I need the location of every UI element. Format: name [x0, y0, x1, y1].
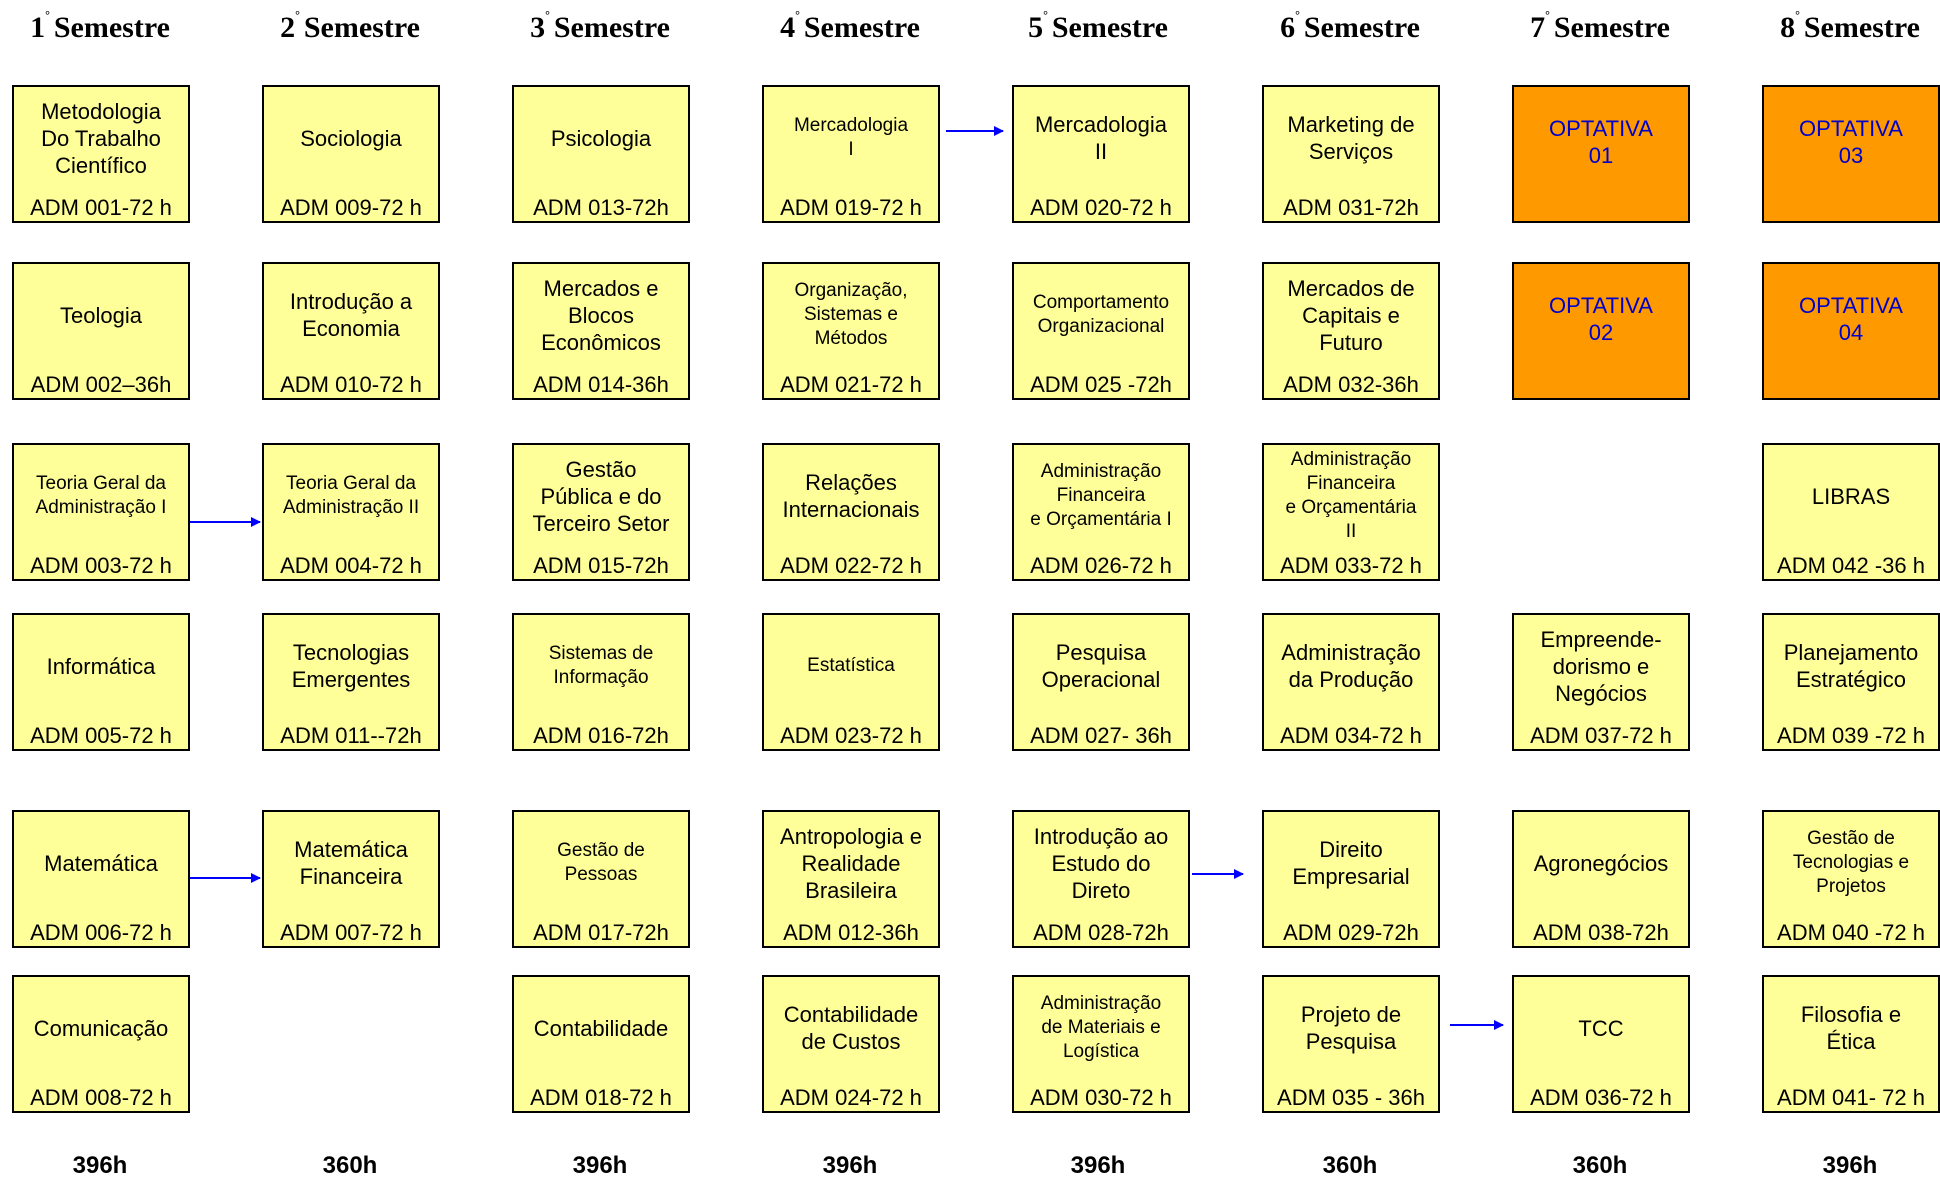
ordinal-mark: ° — [295, 8, 300, 22]
course-name: Mercadologia I — [793, 115, 909, 160]
semester-label: Semestre — [1051, 11, 1168, 44]
course-code: ADM 015-72h — [533, 553, 669, 578]
course-name: Sistemas de Informação — [548, 643, 654, 688]
course-box — [1012, 613, 1190, 751]
course-code: ADM 038-72h — [1533, 920, 1669, 945]
course-name: Introdução ao Estudo do Direto — [1033, 824, 1169, 903]
course-name: Matemática — [44, 851, 158, 876]
ordinal-mark: ° — [45, 8, 50, 22]
semester-number: 2 — [280, 11, 296, 44]
course-name: Psicologia — [550, 126, 652, 151]
course-box — [1512, 975, 1690, 1113]
course-box — [1762, 975, 1940, 1113]
ordinal-mark: ° — [795, 8, 800, 22]
course-name: TCC — [1578, 1016, 1624, 1041]
course-code: ADM 041- 72 h — [1777, 1085, 1925, 1110]
course-name: Administração Financeira e Orçamentária II — [1285, 449, 1417, 542]
semester-label: Semestre — [53, 11, 170, 44]
course-code: ADM 042 -36 h — [1777, 553, 1925, 578]
semester-header-8 — [1750, 8, 1940, 45]
semester-number: 1 — [30, 11, 46, 44]
course-box — [1262, 810, 1440, 948]
course-box — [762, 975, 940, 1113]
course-name: Antropologia e Realidade Brasileira — [780, 824, 922, 903]
course-box — [12, 975, 190, 1113]
optativa-box — [1512, 262, 1690, 400]
course-code: ADM 040 -72 h — [1777, 920, 1925, 945]
course-box — [12, 262, 190, 400]
course-code: ADM 039 -72 h — [1777, 723, 1925, 748]
course-name: Tecnologias Emergentes — [291, 640, 411, 692]
course-box — [762, 613, 940, 751]
course-name: Empreende- dorismo e Negócios — [1540, 627, 1662, 706]
course-name: OPTATIVA 02 — [1549, 293, 1653, 345]
course-name: Estatística — [807, 655, 895, 676]
optativa-box — [1762, 85, 1940, 223]
course-box — [12, 613, 190, 751]
course-name: Administração Financeira e Orçamentária I — [1030, 461, 1172, 530]
course-name: LIBRAS — [1811, 484, 1891, 509]
ordinal-mark: ° — [545, 8, 550, 22]
course-code: ADM 021-72 h — [780, 372, 922, 397]
course-box — [262, 443, 440, 581]
course-code: ADM 036-72 h — [1530, 1085, 1672, 1110]
course-name: OPTATIVA 01 — [1549, 116, 1653, 168]
course-name: Gestão de Pessoas — [557, 840, 645, 885]
semester-number: 5 — [1028, 11, 1044, 44]
course-box — [512, 975, 690, 1113]
optativa-box — [1762, 262, 1940, 400]
semester-total-hours: 396h — [572, 1152, 628, 1179]
semester-header-3 — [500, 8, 700, 45]
semester-header-7 — [1500, 8, 1700, 45]
course-name: Organização, Sistemas e Métodos — [794, 280, 908, 349]
course-box — [1262, 262, 1440, 400]
course-name: Mercados e Blocos Econômicos — [541, 276, 661, 355]
semester-header-2 — [250, 8, 450, 45]
semester-total-hours: 396h — [1822, 1152, 1878, 1179]
course-box — [1262, 613, 1440, 751]
semester-header-5 — [998, 8, 1198, 45]
course-code: ADM 029-72h — [1283, 920, 1419, 945]
ordinal-mark: ° — [1295, 8, 1300, 22]
course-name: Comunicação — [33, 1016, 169, 1041]
course-box — [1262, 85, 1440, 223]
course-name: Gestão Pública e do Terceiro Setor — [532, 457, 670, 536]
course-box — [1512, 810, 1690, 948]
course-code: ADM 002–36h — [30, 372, 172, 397]
course-code: ADM 026-72 h — [1030, 553, 1172, 578]
course-box — [1262, 975, 1440, 1113]
course-code: ADM 010-72 h — [280, 372, 422, 397]
course-name: Teoria Geral da Administração II — [282, 473, 420, 518]
course-code: ADM 037-72 h — [1530, 723, 1672, 748]
semester-label: Semestre — [1303, 11, 1420, 44]
course-box — [1012, 85, 1190, 223]
course-name: Mercados de Capitais e Futuro — [1287, 276, 1415, 355]
course-code: ADM 035 - 36h — [1277, 1085, 1425, 1110]
course-name: Relações Internacionais — [782, 470, 920, 522]
course-box — [12, 443, 190, 581]
course-name: Administração da Produção — [1281, 640, 1421, 692]
course-code: ADM 004-72 h — [280, 553, 422, 578]
course-code: ADM 012-36h — [783, 920, 919, 945]
semester-number: 7 — [1530, 11, 1546, 44]
semester-label: Semestre — [803, 11, 920, 44]
course-name: Teoria Geral da Administração I — [35, 473, 167, 518]
course-code: ADM 023-72 h — [780, 723, 922, 748]
course-box — [1262, 443, 1440, 581]
course-code: ADM 008-72 h — [30, 1085, 172, 1110]
course-name: Contabilidade — [533, 1016, 669, 1041]
semester-header-4 — [750, 8, 950, 45]
course-code: ADM 001-72 h — [30, 195, 172, 220]
course-name: Comportamento Organizacional — [1032, 292, 1170, 337]
ordinal-mark: ° — [1043, 8, 1048, 22]
course-name: Marketing de Serviços — [1287, 112, 1415, 164]
optativa-box — [1512, 85, 1690, 223]
course-box — [262, 85, 440, 223]
course-code: ADM 007-72 h — [280, 920, 422, 945]
semester-total-hours: 360h — [1322, 1152, 1378, 1179]
course-code: ADM 011--72h — [280, 723, 422, 748]
course-code: ADM 013-72h — [533, 195, 669, 220]
semester-total-hours: 360h — [322, 1152, 378, 1179]
semester-number: 8 — [1780, 11, 1796, 44]
course-code: ADM 006-72 h — [30, 920, 172, 945]
semester-label: Semestre — [303, 11, 420, 44]
course-box — [12, 810, 190, 948]
course-code: ADM 003-72 h — [30, 553, 172, 578]
course-box — [512, 613, 690, 751]
course-code: ADM 009-72 h — [280, 195, 422, 220]
ordinal-mark: ° — [1795, 8, 1800, 22]
course-name: Agronegócios — [1533, 851, 1669, 876]
course-box — [762, 85, 940, 223]
course-box — [762, 810, 940, 948]
course-code: ADM 024-72 h — [780, 1085, 922, 1110]
semester-label: Semestre — [1553, 11, 1670, 44]
course-code: ADM 005-72 h — [30, 723, 172, 748]
course-name: Metodologia Do Trabalho Científico — [41, 99, 161, 178]
course-name: Matemática Financeira — [294, 837, 408, 889]
course-box — [262, 262, 440, 400]
course-code: ADM 032-36h — [1283, 372, 1419, 397]
course-name: Informática — [46, 654, 156, 679]
course-name: Projeto de Pesquisa — [1300, 1002, 1402, 1054]
course-box — [1012, 810, 1190, 948]
course-name: Contabilidade de Custos — [783, 1002, 919, 1054]
ordinal-mark: ° — [1545, 8, 1550, 22]
semester-number: 3 — [530, 11, 546, 44]
course-name: Gestão de Tecnologias e Projetos — [1792, 828, 1910, 897]
semester-total-hours: 396h — [1070, 1152, 1126, 1179]
course-code: ADM 019-72 h — [780, 195, 922, 220]
course-code: ADM 014-36h — [533, 372, 669, 397]
course-code: ADM 033-72 h — [1280, 553, 1422, 578]
course-box — [262, 810, 440, 948]
course-code: ADM 017-72h — [533, 920, 669, 945]
course-box — [1512, 613, 1690, 751]
semester-header-6 — [1250, 8, 1450, 45]
course-box — [1762, 810, 1940, 948]
semester-total-hours: 396h — [822, 1152, 878, 1179]
course-name: Teologia — [60, 303, 142, 328]
semester-label: Semestre — [553, 11, 670, 44]
course-code: ADM 022-72 h — [780, 553, 922, 578]
semester-header-1 — [0, 8, 200, 45]
course-box — [762, 443, 940, 581]
course-box — [512, 85, 690, 223]
course-code: ADM 020-72 h — [1030, 195, 1172, 220]
course-code: ADM 030-72 h — [1030, 1085, 1172, 1110]
course-code: ADM 028-72h — [1033, 920, 1169, 945]
course-name: Introdução a Economia — [289, 289, 413, 341]
course-name: Sociologia — [300, 126, 402, 151]
course-code: ADM 025 -72h — [1030, 372, 1172, 397]
course-box — [1762, 443, 1940, 581]
semester-label: Semestre — [1803, 11, 1920, 44]
course-code: ADM 016-72h — [533, 723, 669, 748]
course-name: Mercadologia II — [1034, 112, 1168, 164]
course-box — [1012, 975, 1190, 1113]
semester-total-hours: 396h — [72, 1152, 128, 1179]
course-box — [762, 262, 940, 400]
course-name: OPTATIVA 04 — [1799, 293, 1903, 345]
course-box — [512, 810, 690, 948]
course-name: OPTATIVA 03 — [1799, 116, 1903, 168]
course-box — [1012, 443, 1190, 581]
course-box — [1762, 613, 1940, 751]
course-box — [512, 262, 690, 400]
course-box — [12, 85, 190, 223]
semester-total-hours: 360h — [1572, 1152, 1628, 1179]
course-code: ADM 027- 36h — [1030, 723, 1172, 748]
course-name: Pesquisa Operacional — [1041, 640, 1161, 692]
semester-number: 4 — [780, 11, 796, 44]
course-name: Filosofia e Ética — [1800, 1002, 1902, 1054]
course-code: ADM 034-72 h — [1280, 723, 1422, 748]
course-code: ADM 031-72h — [1283, 195, 1419, 220]
course-name: Administração de Materiais e Logística — [1040, 993, 1162, 1062]
course-name: Direito Empresarial — [1292, 837, 1410, 889]
course-box — [1012, 262, 1190, 400]
course-box — [262, 613, 440, 751]
course-name: Planejamento Estratégico — [1783, 640, 1919, 692]
semester-number: 6 — [1280, 11, 1296, 44]
course-code: ADM 018-72 h — [530, 1085, 672, 1110]
course-box — [512, 443, 690, 581]
